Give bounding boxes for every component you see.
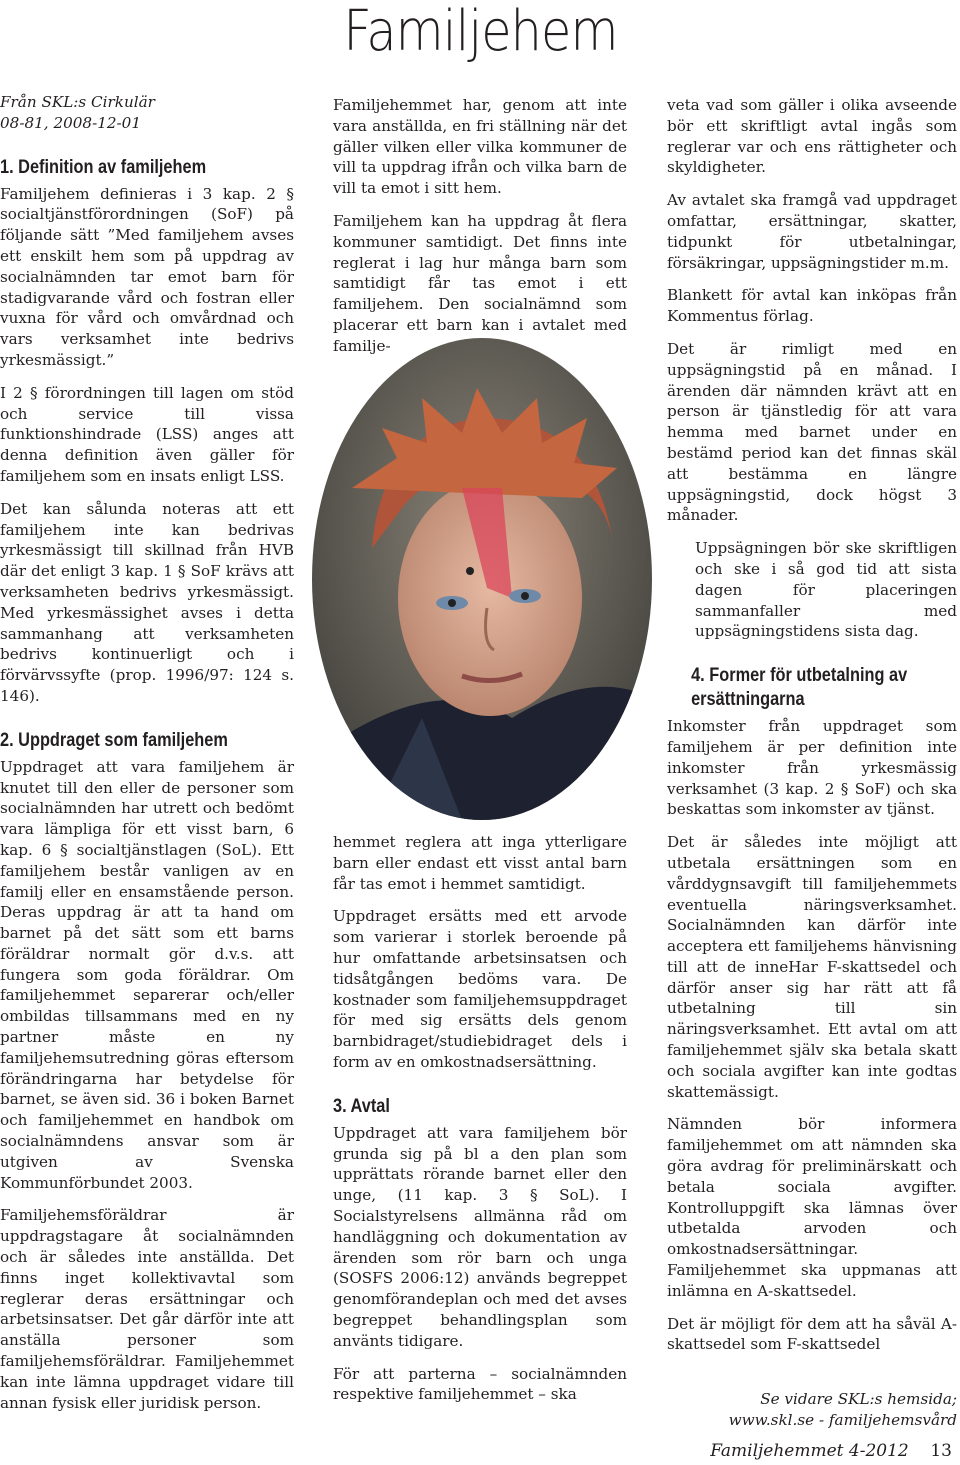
paragraph: I 2 § förordningen till lagen om stöd och service till vissa funktionshindrade (LSS) anges att denna definition även gäller för familjehem som en insats enligt LSS. <box>0 383 294 485</box>
reference-link[interactable]: www.skl.se - familjehemsvård <box>728 1411 957 1430</box>
magazine-name: Familjehemmet 4-2012 <box>710 1441 909 1461</box>
paragraph: Det är rimligt med en uppsägningstid på en månad. I ärenden där nämnden krävt att en person är tjänstledig för att vara hemma med barnet under en bestämd period kan det finnas skäl att bestämma en längre uppsägningstid, dock högst 3 månader. <box>667 339 957 525</box>
paragraph: Familjehem definieras i 3 kap. 2 § socialtjänstförordningen (SoF) på följande sätt ”Med familjehem avses ett enskilt hem som på uppdrag av socialnämnden tar emot barn för stadigvarande vård och fostran eller vuxna för vård och omvårdnad och vars verksamhet inte bedrivs yrkesmässigt.” <box>0 184 294 369</box>
source-line-1: Från SKL:s Cirkulär <box>0 93 155 111</box>
column-right <box>667 95 957 1443</box>
paragraph: Inkomster från uppdraget som familjehem är per definition inte inkomster från yrkesmässig verksamhet (3 kap. 2 § SoF) och ska beskattas som inkomster av tjänst. <box>667 717 957 819</box>
column-middle-top <box>333 95 627 369</box>
column-left <box>0 92 294 1425</box>
paragraph: Nämnden bör informera familjehemmet om att nämnden ska göra avdrag för preliminärskatt och betala sociala avgifter. Kontrolluppgift ska lämnas över utbetalda arvoden och omkostnadsersättningar. Familjehemmet ska uppmanas att inlämna en A-skattsedel. <box>667 1115 957 1300</box>
reference-line-1: Se vidare SKL:s hemsida; <box>760 1390 957 1409</box>
section-heading-4-line-1: 4. Former för utbetalning av <box>691 665 908 687</box>
paragraph: Uppsägningen bör ske skriftligen och ske i så god tid att sista dagen för placeringen sammanfaller med uppsägningstidens sista dag. <box>695 539 957 641</box>
page-title: Familjehem <box>343 0 618 64</box>
paragraph: Blankett för avtal kan inköpas från Kommentus förlag. <box>667 286 957 326</box>
section-heading-2: 2. Uppdraget som familjehem <box>0 729 228 751</box>
paragraph: För att parterna – socialnämnden respektive familjehemmet – ska <box>333 1364 627 1404</box>
source-note <box>0 92 294 134</box>
paragraph: Familjehem kan ha uppdrag åt flera kommuner samtidigt. Det finns inte reglerat i lag hur många barn som samtidigt får tas emot i ett familjehem. Den socialnämnd som placerar ett barn kan i avtalet med familje- <box>333 211 627 355</box>
column-middle-bottom <box>333 832 627 1417</box>
paragraph: Familjehemsföräldrar är uppdragstagare åt socialnämnden och är således inte anställda. Det finns inget kollektivavtal som reglerar deras ersättningar och arbetsinsatser. Det går därför inte att anställa personer som familjehemsföräldrar. Familjehemmet kan inte lämna uppdraget vidare till annan fysisk eller juridisk person. <box>0 1206 294 1412</box>
portrait-photo <box>312 338 652 820</box>
page-footer <box>710 1441 952 1461</box>
section-heading-1: 1. Definition av familjehem <box>0 156 207 178</box>
paragraph: veta vad som gäller i olika avseende bör ett skriftligt avtal ingås som reglerar var och ens rättigheter och skyldigheter. <box>667 96 957 177</box>
paragraph: Det är således inte möjligt att utbetala ersättningen som en vårddygnsavgift till familjehemmets eventuella näringsverksamhet. Socialnämnden kan därför inte acceptera ett familjehems hänvisning till att de inneHar F-skattsedel och därför anser sig har rätt att få utbetalning till sin näringsverksamhet. Ett avtal om att familjehemmet själv ska betala skatt och sociala avgifter kan inte godtas skattemässigt. <box>667 833 957 1101</box>
paragraph: Uppdraget att vara familjehem är knutet till den eller de personer som socialnämnden har utrett och bedömt vara lämpliga för ett visst barn, 6 kap. 6 § socialtjänstlagen (SoL). Ett familjehem består vanligen av en familj eller en ensamstående person. Deras uppdrag är att ta hand om barnet på det sätt som ett barns föräldrar normalt gör d.v.s. att fungera som goda föräldrar. Om familjehemmet separerar och/eller ombildas tillsammans med en ny partner måste en ny familjehemsutredning göras eftersom förändringarna har betydelse för barnet, se även sid. 36 i boken Barnet och familjehemmet en handbok om socialnämndens ansvar som är utgiven av Svenska Kommunförbundet 2003. <box>0 757 294 1192</box>
paragraph: hemmet reglera att inga ytterligare barn eller endast ett visst antal barn får tas emot i hemmet samtidigt. <box>333 833 627 893</box>
section-heading-4-line-2: ersättningarna <box>691 689 805 711</box>
paragraph: Det är möjligt för dem att ha såväl A-skattsedel som F-skattsedel <box>667 1314 957 1354</box>
section-heading-4 <box>667 664 916 712</box>
section-heading-3: 3. Avtal <box>333 1095 390 1117</box>
portrait-image <box>312 338 652 820</box>
paragraph: Uppdraget ersätts med ett arvode som varierar i storlek beroende på hur omfattande arbetsinsatsen och tidsåtgången bedöms vara. De kostnader som familjehemsuppdraget för med sig ersätts dels genom barnbidraget/studiebidraget dels i form av en omkostnadsersättning. <box>333 907 627 1071</box>
paragraph: Av avtalet ska framgå vad uppdraget omfattar, ersättningar, skatter, tidpunkt för utbetalningar, försäkringar, uppsägningstider m.m. <box>667 191 957 272</box>
source-line-2: 08-81, 2008-12-01 <box>0 113 142 132</box>
reference-note <box>667 1389 957 1431</box>
page-number: 13 <box>930 1441 952 1461</box>
paragraph: Det kan sålunda noteras att ett familjehem inte kan bedrivas yrkesmässigt till skillnad från HVB där det enligt 3 kap. 1 § SoF krävs att verksamheten bedrivs yrkesmässigt. Med yrkesmässighet avses i detta sammanhang att verksamheten bedrivs kontinuerligt och i förvärvssyfte (prop. 1996/97: 124 s. 146). <box>0 499 294 705</box>
paragraph: Uppdraget att vara familjehem bör grunda sig på bl a den plan som upprättats rörande barnet eller den unge, (11 kap. 3 § SoL). I Socialstyrelsens allmänna råd om handläggning och dokumentation av ärenden som rör barn och unga (SOSFS 2006:12) används begreppet genomförandeplan och med det avses begreppet behandlingsplan som använts tidigare. <box>333 1123 627 1350</box>
paragraph: Familjehemmet har, genom att inte vara anställda, en fri ställning när det gäller vilken eller vilka kommuner de vill ta uppdrag ifrån och vilka barn de vill ta emot i sitt hem. <box>333 96 627 198</box>
